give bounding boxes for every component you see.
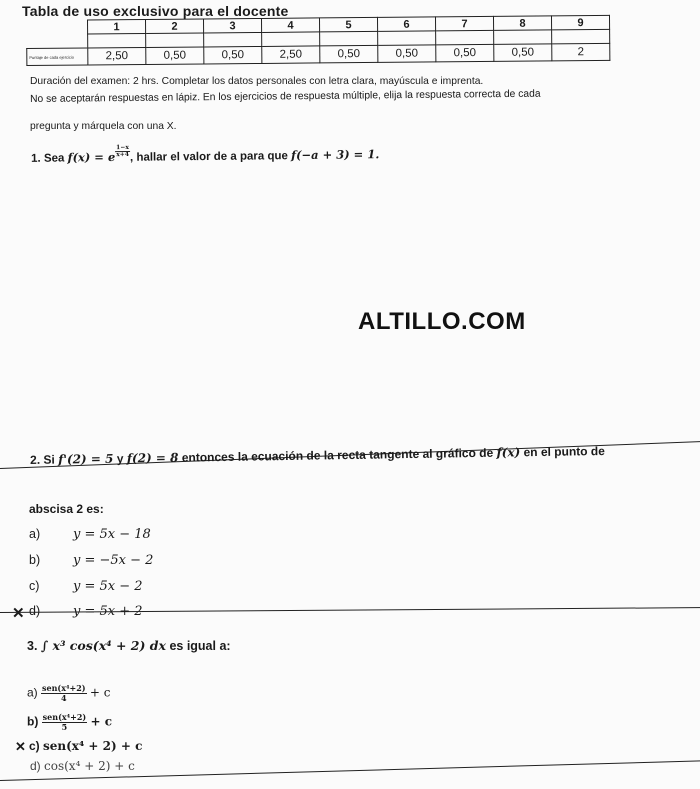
points-cell-9: 2 — [552, 43, 610, 61]
q2-option-b-expr: y = −5x − 2 — [73, 553, 154, 568]
points-cell-4: 2,50 — [262, 46, 320, 64]
exam-duration-text: Duración del examen: 2 hrs. Completar los datos personales con letra clara, mayúscula e imprenta. — [30, 76, 484, 87]
q3-option-a-den: 4 — [60, 693, 67, 703]
q2-option-d-label: d) — [29, 604, 41, 618]
q3-answer-x-mark: ✕ — [15, 739, 26, 754]
q3-option-b-label: b) — [27, 714, 39, 729]
q3-option-a-label: a) — [27, 685, 38, 700]
points-cell-5: 0,50 — [320, 45, 378, 63]
q1-suffix: , hallar el valor de a para que — [129, 150, 288, 164]
q2-option-a-expr: y = 5x − 18 — [73, 527, 151, 542]
q1-function: f(x) = e — [67, 149, 116, 165]
points-cell-2: 0,50 — [146, 47, 204, 65]
q3-option-b-fraction — [42, 713, 88, 732]
score-table-col-9: 9 — [551, 15, 609, 30]
score-table-col-3: 3 — [203, 18, 261, 33]
q3-option-b-den: 5 — [61, 722, 68, 732]
q1-condition: f(−a + 3) = 1. — [291, 147, 380, 163]
instructions-line-1: No se aceptarán respuestas en lápiz. En los ejercicios de respuesta múltiple, elija la respuesta correcta de cada — [30, 88, 541, 105]
q2-text-d: en el punto de — [523, 443, 605, 460]
score-table — [26, 15, 610, 66]
instructions-line-2: pregunta y márquela con una X. — [30, 121, 177, 132]
q2-fx: f(x) — [496, 445, 521, 460]
score-table-col-2: 2 — [145, 19, 203, 34]
q3-option-c-label: c) — [29, 739, 40, 753]
q3-option-b-num: sen(x⁴+2) — [42, 712, 87, 722]
q2-option-d-expr: y = 5x + 2 — [73, 604, 143, 619]
q2-answer-x-mark: ✕ — [12, 605, 25, 622]
q2-option-c[interactable] — [29, 579, 143, 594]
q2-option-b[interactable] — [29, 553, 153, 568]
q3-option-a[interactable] — [27, 684, 110, 703]
q2-option-a[interactable] — [29, 527, 151, 542]
question-3 — [27, 638, 231, 653]
grade-cell-8[interactable] — [494, 30, 552, 45]
q2-text-b: y — [116, 451, 124, 466]
q1-exp-denominator: x+4 — [116, 150, 130, 159]
q2-derivative: f'(2) = 5 — [58, 451, 114, 467]
q1-exponent — [115, 145, 130, 158]
score-table-blank-label — [27, 34, 88, 49]
question-2 — [30, 443, 695, 467]
q3-option-d-expr: cos(x⁴ + 2) + c — [44, 759, 135, 773]
q2-text-c: entonces la ecuación de la recta tangente al gráfico de — [181, 445, 494, 465]
points-cell-3: 0,50 — [204, 46, 262, 64]
q2-option-b-label: b) — [29, 553, 41, 567]
q3-prefix: 3. — [27, 639, 38, 653]
q2-line-2: abscisa 2 es: — [29, 502, 104, 516]
teacher-table-title: Tabla de uso exclusivo para el docente — [22, 3, 289, 19]
score-table-corner — [27, 20, 88, 35]
grade-cell-9[interactable] — [552, 29, 610, 44]
grade-cell-1[interactable] — [88, 33, 146, 48]
q2-value: f(2) = 8 — [126, 450, 179, 466]
score-table-col-1: 1 — [88, 19, 146, 34]
score-table-col-6: 6 — [377, 17, 435, 32]
q1-exp-numerator: 1−x — [116, 143, 129, 152]
grade-cell-6[interactable] — [378, 31, 436, 46]
q2-option-c-expr: y = 5x − 2 — [73, 579, 143, 594]
points-cell-1: 2,50 — [88, 47, 146, 65]
grade-cell-3[interactable] — [204, 32, 262, 47]
q3-option-d-label: d) — [30, 759, 41, 773]
q2-option-a-label: a) — [29, 527, 41, 541]
grade-cell-2[interactable] — [146, 33, 204, 48]
q2-text-a: 2. Si — [30, 452, 55, 467]
q3-option-a-num: sen(x⁴+2) — [42, 683, 86, 693]
q3-option-c-expr: sen(x⁴ + 2) + c — [43, 739, 143, 753]
question-1 — [31, 142, 379, 164]
q3-option-b[interactable] — [27, 713, 112, 732]
score-table-col-4: 4 — [261, 18, 319, 33]
grade-cell-4[interactable] — [262, 32, 320, 47]
points-cell-8: 0,50 — [494, 44, 552, 62]
score-table-col-5: 5 — [319, 17, 377, 32]
q3-option-b-tail: + c — [90, 714, 113, 729]
q3-option-d[interactable] — [30, 759, 135, 773]
points-cell-6: 0,50 — [378, 45, 436, 63]
q3-integral: ∫ x³ cos(x⁴ + 2) dx — [40, 638, 166, 653]
q3-suffix: es igual a: — [169, 639, 231, 653]
points-cell-7: 0,50 — [436, 44, 494, 62]
watermark: ALTILLO.COM — [358, 308, 526, 335]
grade-cell-7[interactable] — [436, 30, 494, 45]
q3-option-a-fraction — [41, 684, 87, 703]
q3-option-c[interactable] — [29, 739, 142, 753]
grade-cell-5[interactable] — [320, 31, 378, 46]
score-table-col-7: 7 — [435, 16, 493, 31]
q3-option-a-tail: + c — [89, 685, 111, 700]
q1-prefix: 1. Sea — [31, 152, 65, 165]
points-row-label: Puntaje de cada ejercicio — [27, 48, 88, 66]
score-table-col-8: 8 — [493, 16, 551, 31]
q2-option-c-label: c) — [29, 579, 40, 593]
